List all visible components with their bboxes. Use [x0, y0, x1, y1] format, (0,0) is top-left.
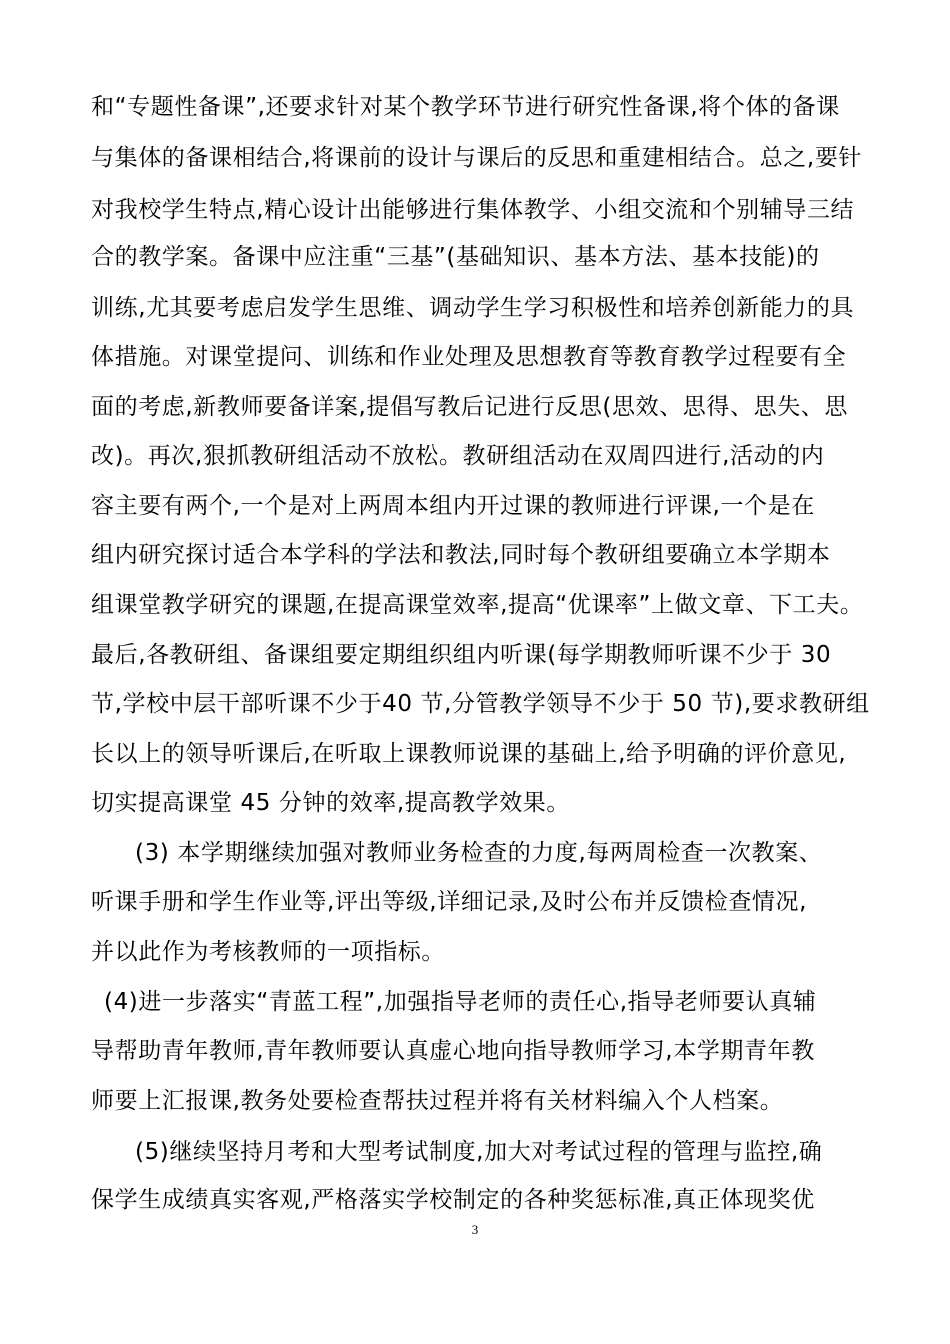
text-line: 听课手册和学生作业等,评出等级,详细记录,及时公布并反馈检查情况,	[91, 889, 808, 915]
text-line: (3) 本学期继续加强对教师业务检查的力度,每两周检查一次教案、	[135, 840, 823, 866]
text-line: 长以上的领导听课后,在听取上课教师说课的基础上,给予明确的评价意见,	[91, 741, 847, 767]
text-line: 合的教学案。备课中应注重“三基”(基础知识、基本方法、基本技能)的	[91, 244, 820, 270]
text-line: 并以此作为考核教师的一项指标。	[91, 939, 445, 965]
text-line: 保学生成绩真实客观,严格落实学校制定的各种奖惩标准,真正体现奖优	[91, 1187, 815, 1213]
page-number: 3	[471, 1222, 479, 1237]
text-line: 与集体的备课相结合,将课前的设计与课后的反思和重建相结合。总之,要针	[91, 145, 863, 171]
text-line: 改)。再次,狠抓教研组活动不放松。教研组活动在双周四进行,活动的内	[91, 443, 825, 469]
text-line: 和“专题性备课”,还要求针对某个教学环节进行研究性备课,将个体的备课	[91, 94, 840, 120]
text-line: 节,学校中层干部听课不少于40 节,分管教学领导不少于 50 节),要求教研组	[91, 691, 870, 717]
text-line: 师要上汇报课,教务处要检查帮扶过程并将有关材料编入个人档案。	[91, 1088, 784, 1114]
text-line: (5)继续坚持月考和大型考试制度,加大对考试过程的管理与监控,确	[135, 1139, 823, 1165]
text-line: 对我校学生特点,精心设计出能够进行集体教学、小组交流和个别辅导三结	[91, 197, 855, 223]
text-line: 组课堂教学研究的课题,在提高课堂效率,提高“优课率”上做文章、下工夫。	[91, 592, 864, 618]
text-line: 训练,尤其要考虑启发学生思维、调动学生学习积极性和培养创新能力的具	[91, 295, 855, 321]
text-line: 导帮助青年教师,青年教师要认真虚心地向指导教师学习,本学期青年教	[91, 1038, 815, 1064]
text-line: 最后,各教研组、备课组要定期组织组内听课(每学期教师听课不少于 30	[91, 642, 832, 668]
text-line: 组内研究探讨适合本学科的学法和教法,同时每个教研组要确立本学期本	[91, 542, 831, 568]
text-line: 体措施。对课堂提问、训练和作业处理及思想教育等教育教学过程要有全	[91, 344, 847, 370]
text-line: 切实提高课堂 45 分钟的效率,提高教学效果。	[91, 790, 570, 816]
text-line: 面的考虑,新教师要备详案,提倡写教后记进行反思(思效、思得、思失、思	[91, 394, 848, 420]
text-line: (4)进一步落实“青蓝工程”,加强指导老师的责任心,指导老师要认真辅	[104, 989, 817, 1015]
text-line: 容主要有两个,一个是对上两周本组内开过课的教师进行评课,一个是在	[91, 493, 815, 519]
